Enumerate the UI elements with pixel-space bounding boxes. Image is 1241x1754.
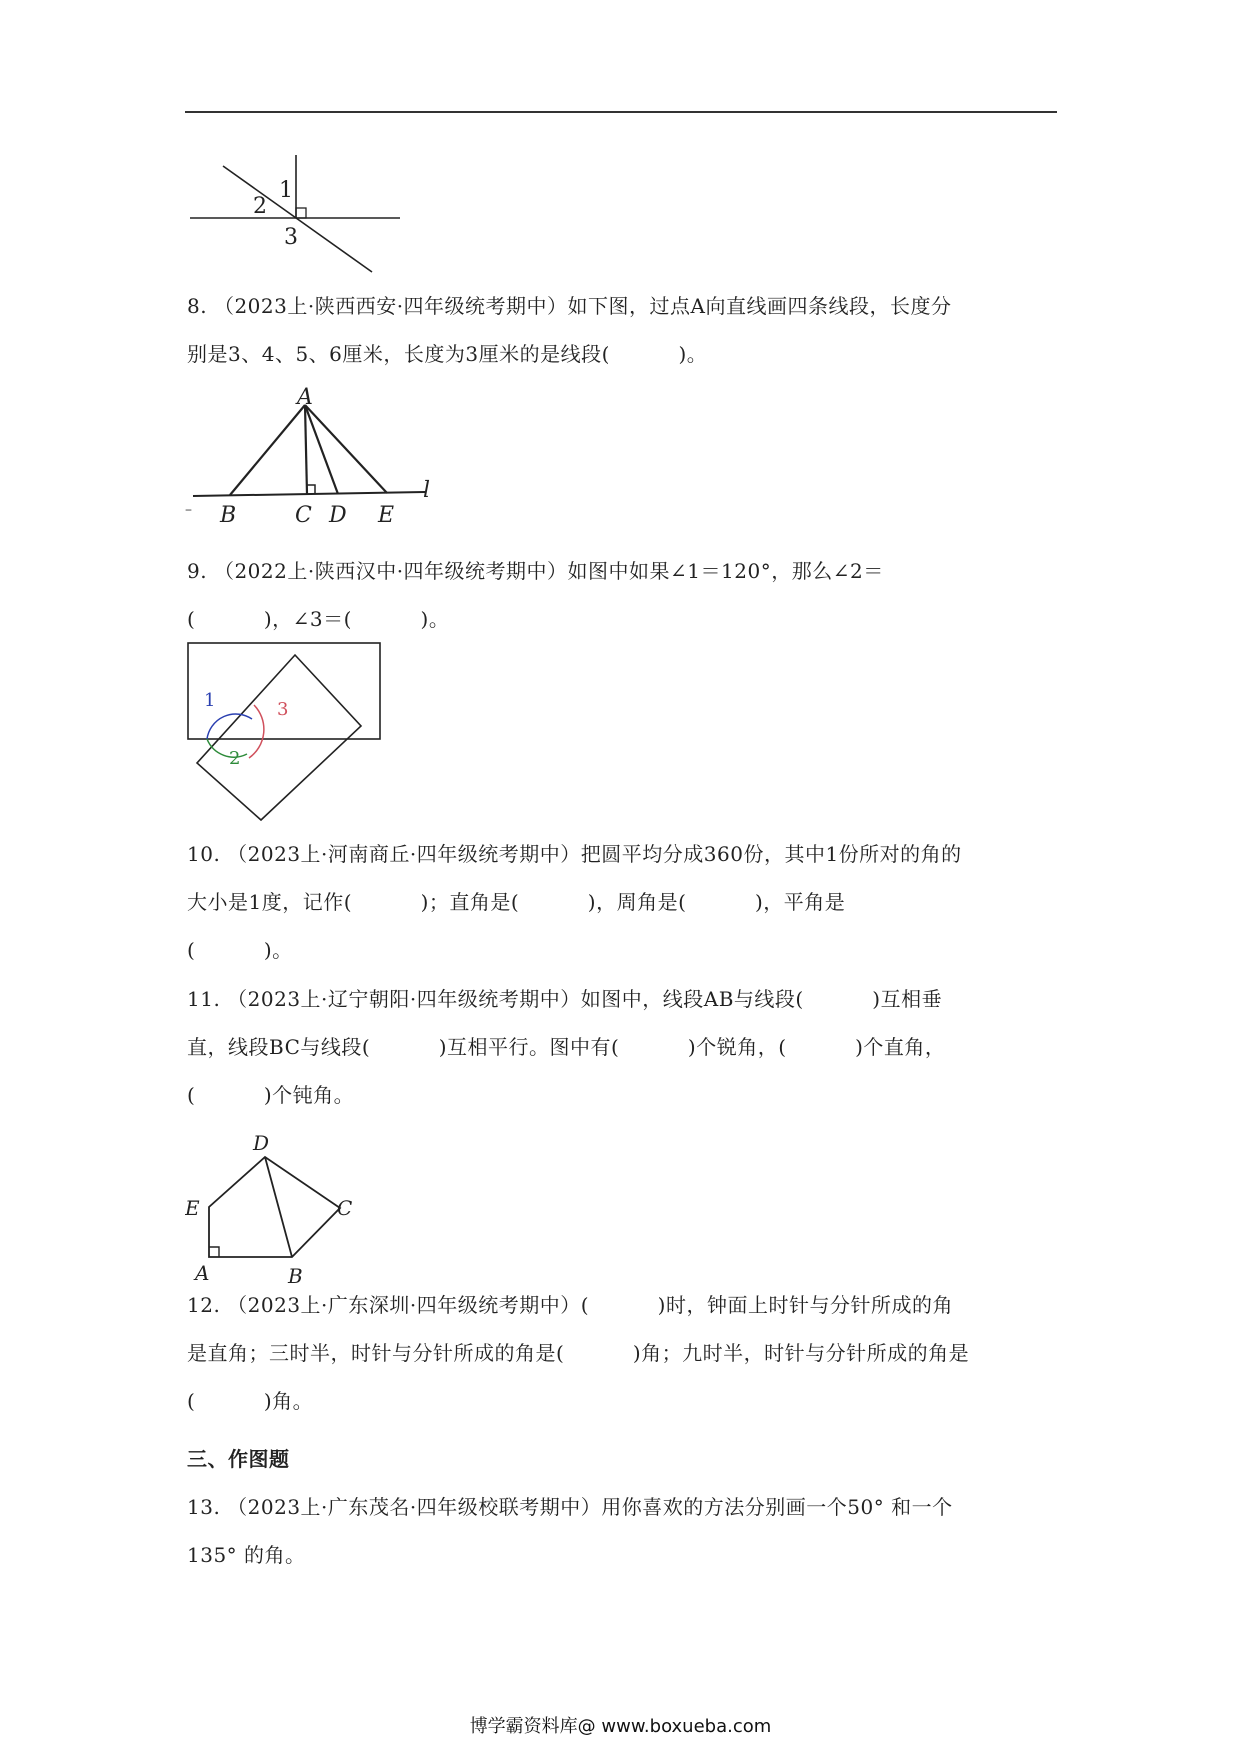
q9-line1: 9. （2022上·陕西汉中·四年级统考期中）如图中如果∠1＝120°，那么∠2＝ <box>187 559 884 583</box>
footer-watermark: 博学霸资料库@ www.boxueba.com <box>469 1716 772 1737</box>
question-11 <box>187 975 1057 1119</box>
figure-angles-1-2-3 <box>185 150 415 280</box>
figure-pentagon-abcde <box>185 1130 365 1290</box>
point-label-d: D <box>329 503 347 528</box>
segment-ae <box>305 405 387 493</box>
q11-line2: 直，线段BC与线段( )互相平行。图中有( )个锐角，( )个直角， <box>187 1035 946 1059</box>
question-13 <box>187 1483 1057 1579</box>
figure-overlapping-rectangles <box>185 640 385 825</box>
question-8 <box>187 282 1057 378</box>
pentagon <box>209 1157 340 1257</box>
angle-label-3: 3 <box>277 699 289 720</box>
q12-line3: ( )角。 <box>187 1389 314 1413</box>
q8-line2: 别是3、4、5、6厘米，长度为3厘米的是线段( )。 <box>187 342 708 366</box>
segment-ad <box>305 405 338 494</box>
q11-line3: ( )个钝角。 <box>187 1083 355 1107</box>
q12-line1: 12. （2023上·广东深圳·四年级统考期中）( )时，钟面上时针与分针所成的角 <box>187 1293 953 1317</box>
right-angle-mark <box>296 208 306 218</box>
q13-line1: 13. （2023上·广东茂名·四年级校联考期中）用你喜欢的方法分别画一个50° 和一个 <box>187 1495 953 1519</box>
angle-label-1: 1 <box>204 690 216 711</box>
diagonal-line <box>223 166 372 272</box>
point-label-d: D <box>253 1131 270 1155</box>
scan-dash: – <box>185 502 192 518</box>
angle-label-1: 1 <box>279 178 293 203</box>
segment-ac <box>305 405 307 494</box>
q11-line1: 11. （2023上·辽宁朝阳·四年级统考期中）如图中，线段AB与线段( )互相垂 <box>187 987 943 1011</box>
angle-label-2: 2 <box>229 748 241 769</box>
point-label-e: E <box>378 503 395 528</box>
line-label-l: l <box>423 478 431 503</box>
line-l <box>193 492 425 496</box>
right-angle-mark <box>209 1247 219 1257</box>
q10-line1: 10. （2023上·河南商丘·四年级统考期中）把圆平均分成360份，其中1份所对的角的 <box>187 842 962 866</box>
angle-arc-3 <box>249 705 264 758</box>
figure-point-a-segments <box>185 385 445 530</box>
point-label-c: C <box>295 503 312 528</box>
point-label-a: A <box>297 385 313 410</box>
angle-label-2: 2 <box>253 194 267 219</box>
point-label-b: B <box>220 503 237 528</box>
q9-line2: ( )，∠3＝( )。 <box>187 607 450 631</box>
horizontal-rectangle <box>188 643 380 739</box>
point-label-a: A <box>195 1261 210 1285</box>
q10-line2: 大小是1度，记作( )；直角是( )，周角是( )，平角是 <box>187 890 846 914</box>
tilted-rectangle <box>197 655 361 820</box>
section-heading-drawing: 三、作图题 <box>187 1447 290 1471</box>
header-rule <box>185 111 1057 113</box>
angle-label-3: 3 <box>284 225 298 250</box>
question-12 <box>187 1281 1057 1425</box>
question-10 <box>187 830 1057 974</box>
right-angle-mark <box>307 485 315 494</box>
segment-ab <box>230 405 305 495</box>
q8-line1: 8. （2023上·陕西西安·四年级统考期中）如下图，过点A向直线画四条线段，长度分 <box>187 294 952 318</box>
point-label-c: C <box>337 1196 353 1220</box>
point-label-e: E <box>185 1196 200 1220</box>
q13-line2: 135° 的角。 <box>187 1543 306 1567</box>
question-9 <box>187 547 1057 643</box>
q12-line2: 是直角；三时半，时针与分针所成的角是( )角；九时半，时针与分针所成的角是 <box>187 1341 970 1365</box>
q10-line3: ( )。 <box>187 938 293 962</box>
angle-arc-2 <box>207 739 247 757</box>
point-label-b: B <box>288 1264 303 1288</box>
